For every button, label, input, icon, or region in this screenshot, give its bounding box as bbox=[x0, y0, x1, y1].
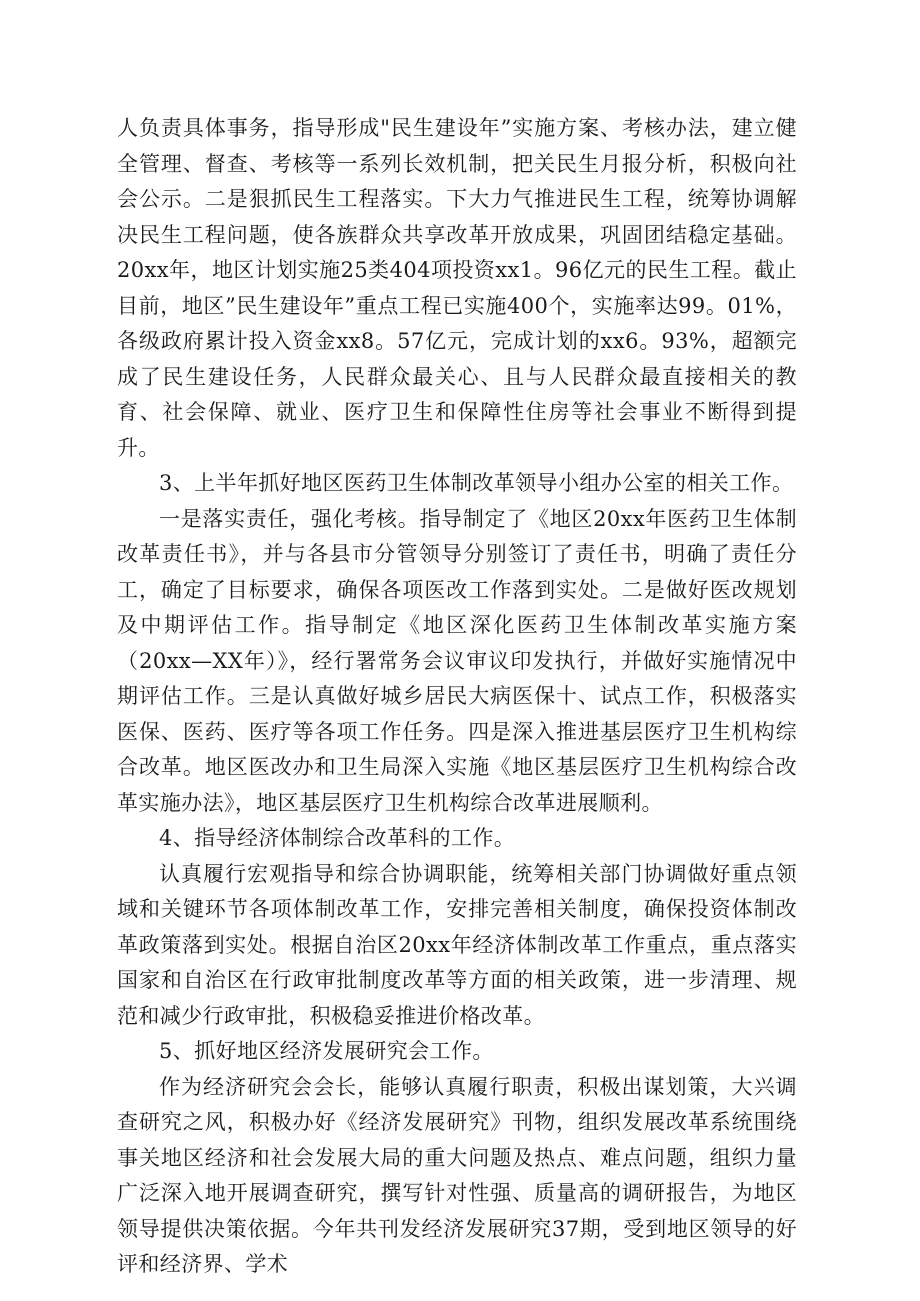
body-paragraph-continued: 人负责具体事务，指导形成"民生建设年”实施方案、考核办法，建立健全管理、督查、考核等一系列长效机制，把关民生月报分析，积极向社会公示。二是狠抓民生工程落实。下大力气推进民生工程，统筹协调解决民生工程问题，使各族群众共享改革开放成果，巩固团结稳定基础。20xx年，地区计划实施25类404项投资xx1。96亿元的民生工程。截止目前，地区”民生建设年”重点工程已实施400个，实施率达99。01%，各级政府累计投入资金xx8。57亿元，完成计划的xx6。93%，超额完成了民生建设任务，人民群众最关心、且与人民群众最直接相关的教育、社会保障、就业、医疗卫生和保障性住房等社会事业不断得到提升。 bbox=[117, 116, 797, 460]
section-heading-5: 5、抓好地区经济发展研究会工作。 bbox=[159, 1039, 494, 1063]
section-heading-4: 4、指导经济体制综合改革科的工作。 bbox=[159, 826, 516, 850]
body-paragraph-section-3: 一是落实责任，强化考核。指导制定了《地区20xx年医药卫生体制改革责任书》，并与各县市分管领导分别签订了责任书，明确了责任分工，确定了目标要求，确保各项医改工作落到实处。二是做好医改规划及中期评估工作。指导制定《地区深化医药卫生体制改革实施方案（20xx—XX年）》，经行署常务会议审议印发执行，并做好实施情况中期评估工作。三是认真做好城乡居民大病医保十、试点工作，积极落实医保、医药、医疗等各项工作任务。四是深入推进基层医疗卫生机构综合改革。地区医改办和卫生局深入实施《地区基层医疗卫生机构综合改革实施办法》，地区基层医疗卫生机构综合改革进展顺利。 bbox=[117, 506, 797, 815]
section-heading-3: 3、上半年抓好地区医药卫生体制改革领导小组办公室的相关工作。 bbox=[159, 471, 794, 495]
document-body bbox=[117, 111, 797, 1283]
body-paragraph-section-5: 作为经济研究会会长，能够认真履行职责，积极出谋划策，大兴调查研究之风，积极办好《经济发展研究》刊物，组织发展改革系统围绕事关地区经济和社会发展大局的重大问题及热点、难点问题，组织力量广泛深入地开展调查研究，撰写针对性强、质量高的调研报告，为地区领导提供决策依据。今年共刊发经济发展研究37期，受到地区领导的好评和经济界、学术 bbox=[117, 1074, 797, 1276]
body-paragraph-section-4: 认真履行宏观指导和综合协调职能，统筹相关部门协调做好重点领域和关键环节各项体制改革工作，安排完善相关制度，确保投资体制改革政策落到实处。根据自治区20xx年经济体制改革工作重点，重点落实国家和自治区在行政审批制度改革等方面的相关政策，进一步清理、规范和减少行政审批，积极稳妥推进价格改革。 bbox=[117, 861, 797, 1028]
